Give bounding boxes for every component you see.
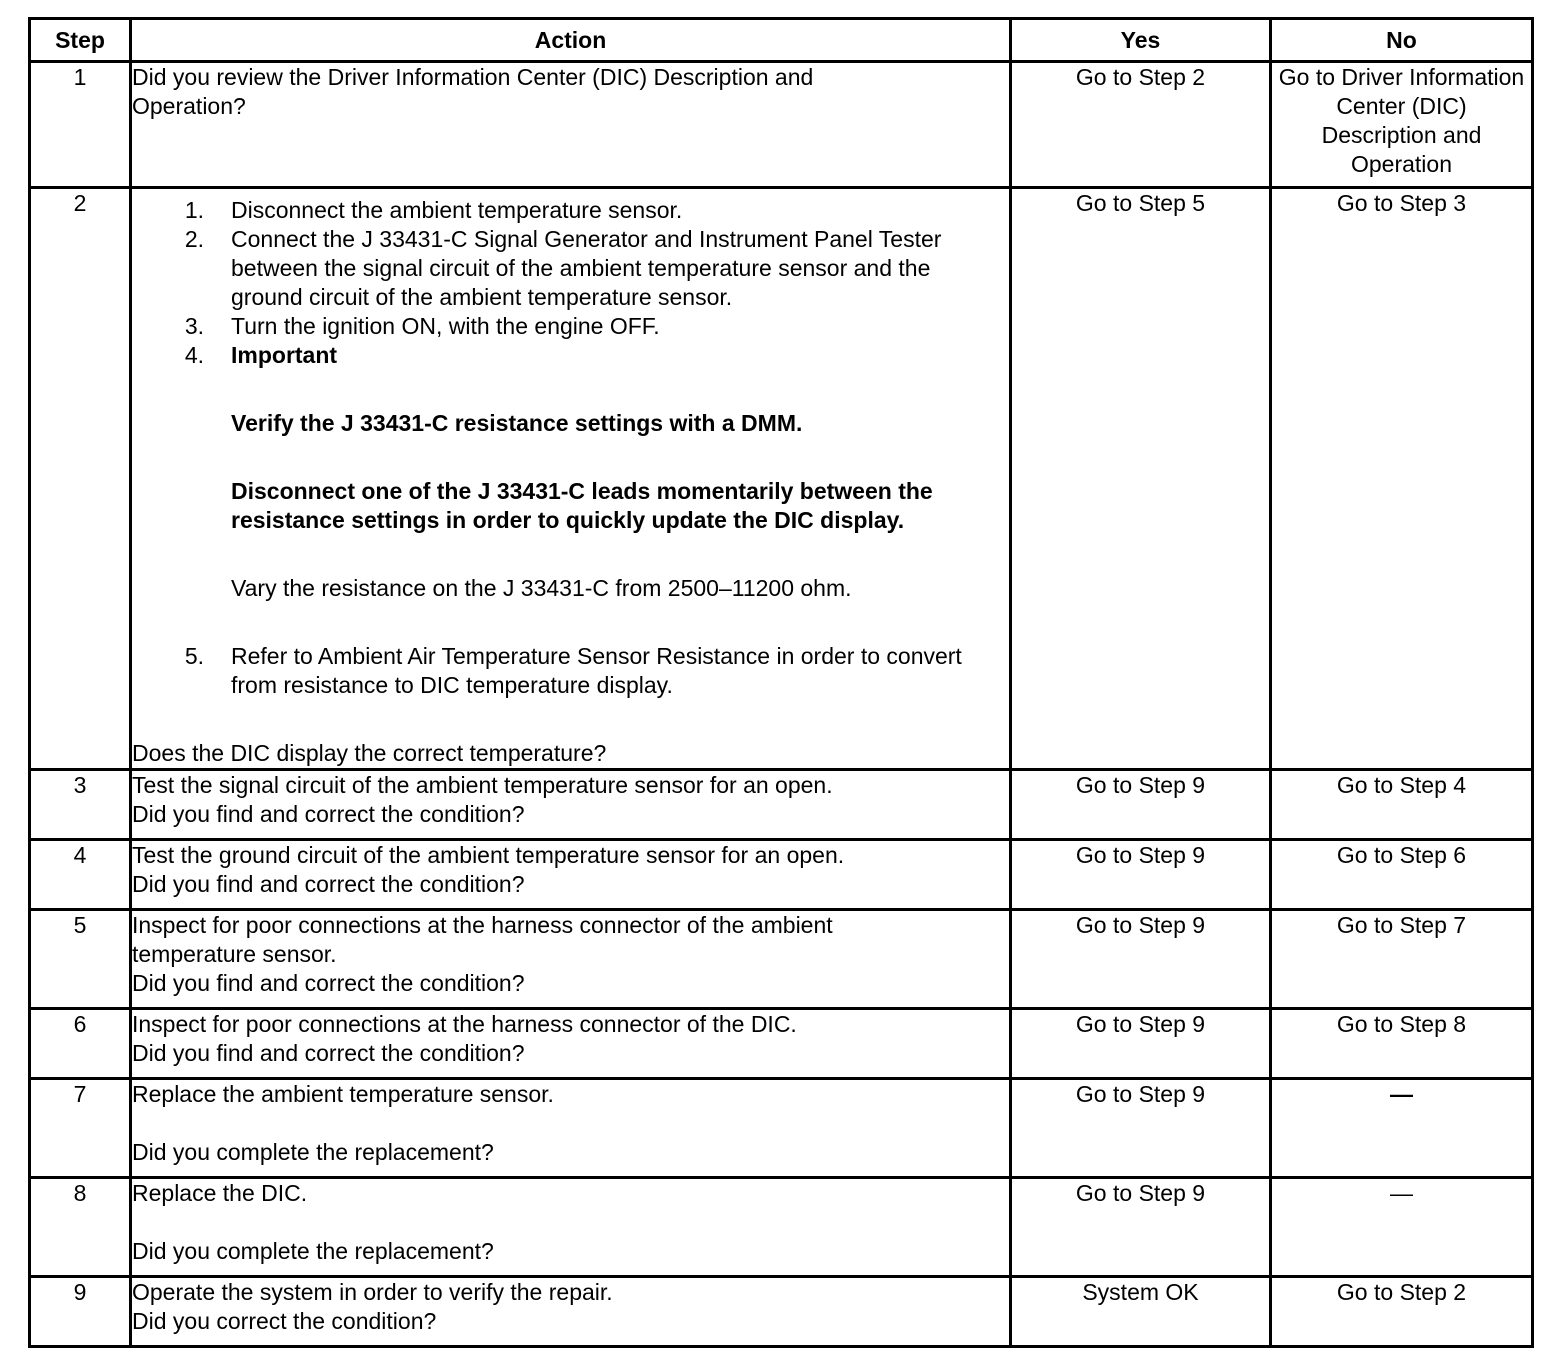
no-cell: — bbox=[1271, 1178, 1533, 1277]
action-cell bbox=[131, 770, 1011, 840]
action-text: Operate the system in order to verify the repair. bbox=[132, 1279, 613, 1305]
substep-text: Refer to Ambient Air Temperature Sensor Resistance in order to convert from resistance to DIC temperature display. bbox=[231, 643, 962, 698]
step-number: 6 bbox=[30, 1009, 131, 1079]
spacer bbox=[132, 535, 1009, 574]
spacer bbox=[132, 1109, 1009, 1138]
step-number: 5 bbox=[30, 910, 131, 1009]
substep-number: 5. bbox=[184, 643, 204, 669]
no-cell: Go to Step 2 bbox=[1271, 1277, 1533, 1347]
question-text: Did you complete the replacement? bbox=[132, 1139, 494, 1165]
substep-list bbox=[132, 196, 1009, 768]
step-number: 1 bbox=[30, 62, 131, 188]
no-cell: Go to Step 6 bbox=[1271, 840, 1533, 910]
step-number: 9 bbox=[30, 1277, 131, 1347]
header-yes: Yes bbox=[1011, 19, 1271, 62]
question-text: Did you find and correct the condition? bbox=[132, 1040, 525, 1066]
important-label: Important bbox=[231, 342, 338, 368]
table-row-step-9 bbox=[30, 1277, 1533, 1347]
vary-text: Vary the resistance on the J 33431-C from 2500–11200 ohm. bbox=[231, 575, 852, 601]
header-step: Step bbox=[30, 19, 131, 62]
action-cell bbox=[131, 1009, 1011, 1079]
header-no: No bbox=[1271, 19, 1533, 62]
diagnostic-table bbox=[28, 17, 1534, 1348]
substep-number: 2. bbox=[184, 226, 204, 252]
question-text: Did you find and correct the condition? bbox=[132, 801, 525, 827]
yes-cell: System OK bbox=[1011, 1277, 1271, 1347]
no-cell: Go to Step 4 bbox=[1271, 770, 1533, 840]
yes-cell: Go to Step 2 bbox=[1011, 62, 1271, 188]
spacer bbox=[132, 700, 1009, 739]
substep-item bbox=[132, 312, 1009, 341]
substep-number: 4. bbox=[184, 342, 204, 368]
spacer bbox=[132, 370, 1009, 409]
important-note: Disconnect one of the J 33431-C leads momentarily between the resistance settings in order to quickly update the DIC display. bbox=[231, 478, 933, 533]
substep-item bbox=[132, 196, 1009, 225]
table-row-step-7 bbox=[30, 1079, 1533, 1178]
spacer bbox=[132, 603, 1009, 642]
action-cell bbox=[131, 1178, 1011, 1277]
no-cell: — bbox=[1271, 1079, 1533, 1178]
question-text: Does the DIC display the correct temperature? bbox=[132, 740, 607, 766]
substep-number: 3. bbox=[184, 313, 204, 339]
yes-cell: Go to Step 9 bbox=[1011, 770, 1271, 840]
yes-cell: Go to Step 9 bbox=[1011, 1009, 1271, 1079]
no-cell: Go to Step 7 bbox=[1271, 910, 1533, 1009]
action-text: Inspect for poor connections at the harness connector of the ambient temperature sensor. bbox=[132, 912, 833, 967]
substep-text: Connect the J 33431-C Signal Generator and Instrument Panel Tester between the signal circuit of the ambient temperature sensor and the ground circuit of the ambient temperature sensor. bbox=[231, 226, 942, 310]
table-row-step-8 bbox=[30, 1178, 1533, 1277]
spacer bbox=[132, 1208, 1009, 1237]
table-row-step-4 bbox=[30, 840, 1533, 910]
spacer bbox=[132, 438, 1009, 477]
substep-text: Turn the ignition ON, with the engine OFF. bbox=[231, 313, 660, 339]
question-text: Did you find and correct the condition? bbox=[132, 871, 525, 897]
substep-item bbox=[132, 642, 1009, 700]
substep-number: 1. bbox=[184, 197, 204, 223]
action-text: Did you review the Driver Information Center (DIC) Description and Operation? bbox=[132, 64, 814, 119]
yes-cell: Go to Step 9 bbox=[1011, 910, 1271, 1009]
question-text: Did you find and correct the condition? bbox=[132, 970, 525, 996]
table-row-step-6 bbox=[30, 1009, 1533, 1079]
action-cell bbox=[131, 1277, 1011, 1347]
action-text: Inspect for poor connections at the harness connector of the DIC. bbox=[132, 1011, 797, 1037]
header-action: Action bbox=[131, 19, 1011, 62]
yes-cell: Go to Step 9 bbox=[1011, 840, 1271, 910]
action-cell bbox=[131, 62, 1011, 188]
action-cell bbox=[131, 188, 1011, 770]
question-text: Did you complete the replacement? bbox=[132, 1238, 494, 1264]
table-row-step-3 bbox=[30, 770, 1533, 840]
substep-item bbox=[132, 225, 1009, 312]
action-text: Test the signal circuit of the ambient temperature sensor for an open. bbox=[132, 772, 833, 798]
yes-cell: Go to Step 9 bbox=[1011, 1079, 1271, 1178]
yes-cell: Go to Step 5 bbox=[1011, 188, 1271, 770]
substep-item bbox=[132, 341, 1009, 370]
action-cell bbox=[131, 840, 1011, 910]
no-cell: Go to Driver Information Center (DIC) Description and Operation bbox=[1271, 62, 1533, 188]
header-row bbox=[30, 19, 1533, 62]
question-text: Did you correct the condition? bbox=[132, 1308, 437, 1334]
step-number: 7 bbox=[30, 1079, 131, 1178]
action-text: Test the ground circuit of the ambient temperature sensor for an open. bbox=[132, 842, 845, 868]
action-cell bbox=[131, 910, 1011, 1009]
substep-text: Disconnect the ambient temperature sensor. bbox=[231, 197, 683, 223]
action-cell bbox=[131, 1079, 1011, 1178]
no-cell: Go to Step 3 bbox=[1271, 188, 1533, 770]
step-number: 4 bbox=[30, 840, 131, 910]
no-cell: Go to Step 8 bbox=[1271, 1009, 1533, 1079]
table-row-step-1 bbox=[30, 62, 1533, 188]
step-number: 8 bbox=[30, 1178, 131, 1277]
table-row-step-5 bbox=[30, 910, 1533, 1009]
table-row-step-2 bbox=[30, 188, 1533, 770]
action-text: Replace the DIC. bbox=[132, 1180, 308, 1206]
step-number: 3 bbox=[30, 770, 131, 840]
step-number: 2 bbox=[30, 188, 131, 770]
important-note: Verify the J 33431-C resistance settings with a DMM. bbox=[231, 410, 803, 436]
yes-cell: Go to Step 9 bbox=[1011, 1178, 1271, 1277]
action-text: Replace the ambient temperature sensor. bbox=[132, 1081, 554, 1107]
